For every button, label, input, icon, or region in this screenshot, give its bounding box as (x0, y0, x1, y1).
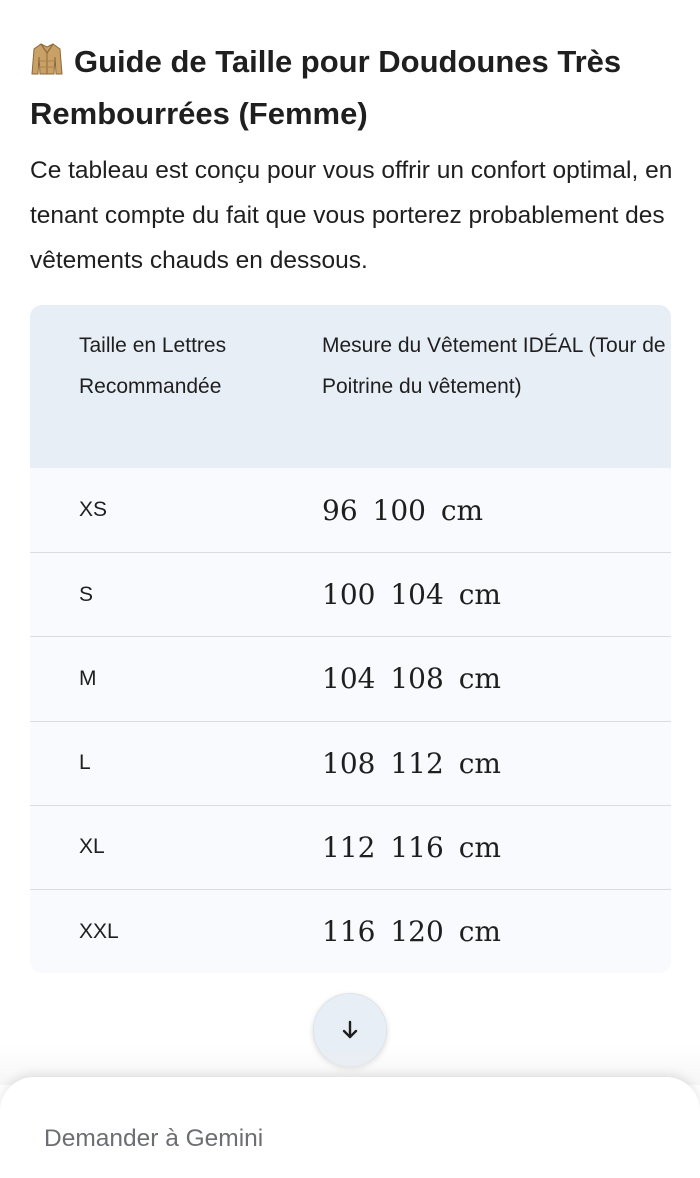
size-cell: XS (79, 498, 108, 522)
column-header-size: Taille en Lettres Recommandée (79, 334, 227, 398)
measure-cell: 96 100 cm (322, 493, 484, 527)
measure-cell: 108 112 cm (322, 746, 501, 780)
prompt-sheet (0, 1077, 700, 1178)
measure-cell: 104 108 cm (322, 662, 501, 696)
table-body (30, 468, 671, 973)
measure-cell: 100 104 cm (322, 578, 501, 612)
table-row (30, 552, 671, 636)
table-row (30, 805, 671, 889)
page-title-text: Guide de Taille pour Doudounes Très Rembourrées (Femme) (30, 44, 622, 131)
measure-cell: 112 116 cm (322, 830, 501, 864)
size-cell: XL (79, 835, 105, 859)
table-row (30, 889, 671, 973)
size-cell: S (79, 582, 94, 606)
ask-gemini-input[interactable]: Demander à Gemini (44, 1125, 264, 1152)
size-table (30, 305, 671, 973)
size-cell: M (79, 666, 97, 690)
table-row (30, 468, 671, 552)
size-cell: L (79, 751, 91, 775)
size-cell: XXL (79, 919, 119, 943)
intro-paragraph: Ce tableau est conçu pour vous offrir un confort optimal, en tenant compte du fait que vous porterez probablement des vêtements chauds en dessous. (30, 157, 673, 274)
measure-cell: 116 120 cm (322, 915, 501, 949)
table-header (30, 305, 671, 468)
arrow-down-icon (339, 1019, 361, 1041)
coat-icon (30, 41, 64, 77)
table-row (30, 721, 671, 805)
table-row (30, 636, 671, 720)
column-header-measure: Mesure du Vêtement IDÉAL (Tour de Poitrine du vêtement) (322, 334, 666, 398)
page-title (30, 36, 680, 140)
